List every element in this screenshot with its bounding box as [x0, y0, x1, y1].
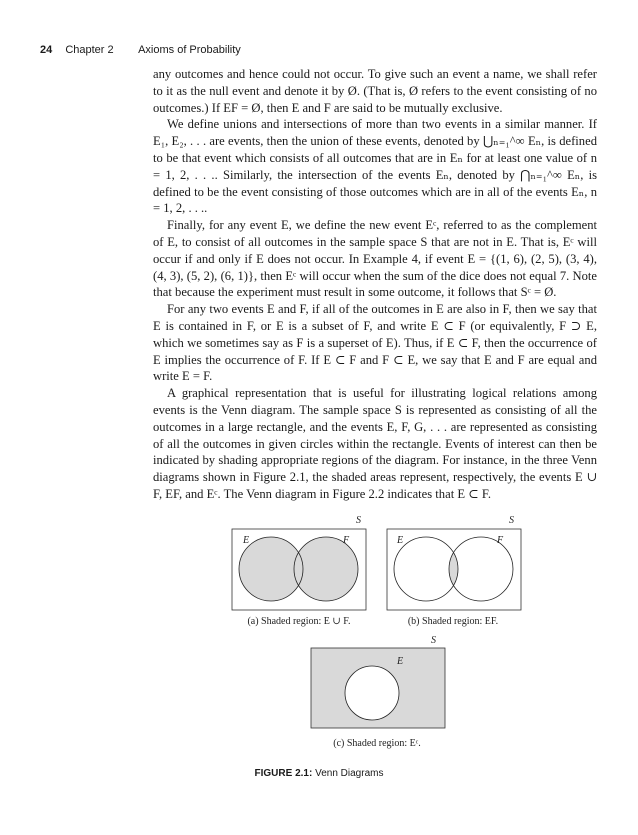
label-s: S	[431, 635, 436, 646]
figure-title	[0, 768, 638, 779]
venn-diagram-c	[311, 635, 445, 749]
chapter-label: Chapter 2	[65, 44, 114, 56]
circle-f	[449, 537, 513, 601]
label-e: E	[243, 535, 250, 546]
page-number: 24	[40, 44, 53, 56]
figure-name: Venn Diagrams	[315, 768, 384, 779]
label-f: F	[497, 535, 504, 546]
label-f: F	[343, 535, 350, 546]
paragraph-subset: For any two events E and F, if all of the outcomes in E are also in F, then we say that E is contained in F, or E is a subset of F, and write E ⊂ F (or equivalently, F ⊃ E, which we sometimes say as F is a superset of E). Thus, if E ⊂ F, then the occurrence of E implies the occurrence of F. If E ⊂ F and F ⊂ E, we say that E and F are equal and write E = F.	[153, 302, 597, 384]
paragraph-venn: A graphical representation that is useful for illustrating logical relations among events is the Venn diagram. The sample space S is represented as consisting of all the outcomes in a large rectangle, and the events E, F, G, . . . are represented as consisting of all the outcomes in given circles within the rectangle. Events of interest can then be indicated by shading appropriate regions of the diagram. For instance, in the three Venn diagrams shown in Figure 2.1, the shaded areas represent, respectively, the events E ∪ F, EF, and Eᶜ. The Venn diagram in Figure 2.2 indicates that E ⊂ F.	[153, 386, 597, 501]
label-s: S	[509, 515, 514, 526]
paragraph-unions: We define unions and intersections of more than two events in a similar manner. If E₁, E₂, . . . are events, then the union of these events, denoted by ⋃ₙ₌₁^∞ Eₙ, is defined to be that event which consists of all outcomes that are in Eₙ for at least one value of n = 1, 2, . . .. Similarly, the intersection of the events Eₙ, denoted by ⋂ₙ₌₁^∞ Eₙ, is defined to be the event consisting of those outcomes which are in all of the events Eₙ, n = 1, 2, . . ..	[153, 117, 597, 216]
paragraph-complement: Finally, for any event E, we define the new event Eᶜ, referred to as the complement of E, to consist of all outcomes in the sample space S that are not in E. That is, Eᶜ will occur if and only if E does not occur. In Example 4, if event E = {(1, 6), (2, 5), (3, 4), (4, 3), (5, 2), (6, 1)}, then Eᶜ will occur when the sum of the dice does not equal 7. Note that because the experiment must result in some outcome, it follows that Sᶜ = Ø.	[153, 218, 597, 300]
label-e: E	[397, 535, 404, 546]
venn-diagram-a	[232, 515, 366, 627]
label-e: E	[397, 656, 404, 667]
caption-a: (a) Shaded region: E ∪ F.	[247, 616, 351, 627]
circle-e	[394, 537, 458, 601]
caption-c: (c) Shaded region: Eᶜ.	[333, 738, 421, 749]
label-s: S	[356, 515, 361, 526]
paragraph-null-event: any outcomes and hence could not occur. To give such an event a name, we shall refer to it as the null event and denote it by Ø. (That is, Ø refers to the event consisting of no outcomes.) If EF = Ø, then E and F are said to be mutually exclusive.	[153, 67, 597, 115]
circle-e	[345, 666, 399, 720]
figure-label: FIGURE 2.1:	[254, 768, 313, 779]
venn-diagram-b	[387, 515, 521, 627]
chapter-title: Axioms of Probability	[138, 44, 241, 56]
caption-b: (b) Shaded region: EF.	[407, 616, 499, 627]
